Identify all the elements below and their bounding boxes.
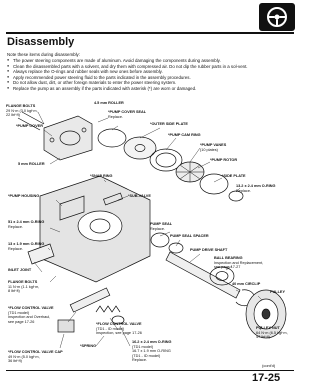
- page-number: 17-25: [252, 372, 281, 384]
- label-pump-cover: *PUMP COVER: [16, 124, 43, 128]
- label-inlet-joint: INLET JOINT: [8, 268, 32, 272]
- label-oring-13-2: 13.2 x 2.4 mm O-RING Replace.: [236, 184, 276, 193]
- label-flow-control-valve-td1: *FLOW CONTROL VALVE (TD1 model) Inspection and Overhaul, see page 17-26: [8, 306, 54, 324]
- label-pump-housing: *PUMP HOUSING: [8, 194, 40, 198]
- label-pump-seal: PUMP SEAL Replace.: [150, 222, 173, 231]
- label-oring-13: 13 x 1.9 mm O-RING Replace.: [8, 242, 45, 251]
- instruction-item: ● Replace the pump as an assembly if the parts indicated with asterisk (*) are worn or damaged.: [7, 86, 293, 92]
- label-pump-vanes: *PUMP VANES (10 plates): [200, 143, 227, 152]
- label-pump-cover-seal: *PUMP COVER SEAL Replace.: [108, 110, 147, 119]
- intro-note: Note these items during disassembly:: [7, 52, 80, 57]
- label-pump-rotor: *PUMP ROTOR: [210, 158, 238, 162]
- label-4-5mm-roller: 4.5 mm ROLLER: [94, 101, 124, 105]
- label-side-plate: *SIDE PLATE: [222, 174, 246, 178]
- label-outer-side-plate: *OUTER SIDE PLATE: [150, 122, 188, 126]
- label-sub-valve: *SUB-VALVE: [128, 194, 151, 198]
- instruction-item: ● Clean the disassembled parts with a solvent, and dry them with compressed air. Do not dip the rubber parts in a sol-vent.: [7, 64, 293, 70]
- footer-rule: [6, 370, 294, 371]
- label-oring-16-2: 16.2 x 2.4 mm O-RING (TD1 model) 16.7 x 1.9 mm O-RING (TD1 - ID model) Replace.: [132, 340, 172, 363]
- instruction-item: ● The power steering components are made of aluminum. Avoid damaging the components during assembly.: [7, 58, 293, 64]
- instruction-item: ● Apply recommended power steering fluid to the parts indicated in the assembly procedures.: [7, 75, 293, 81]
- label-oring-51: 51 x 2.4 mm O-RING Replace.: [8, 220, 45, 229]
- label-40mm-circlip: 40 mm CIRCLIP: [232, 282, 261, 286]
- page-title: Disassembly: [7, 36, 75, 48]
- label-pulley: PULLEY: [270, 290, 285, 294]
- label-flow-control-valve-cap: *FLOW CONTROL VALVE CAP 49 N·m (5.0 kgf·m, 36 lbf·ft): [8, 350, 63, 364]
- continued-note: (cont'd): [262, 363, 276, 368]
- instruction-item: ● Do not allow dust, dirt, or other foreign materials to enter the power steering system.: [7, 80, 293, 86]
- label-flange-bolts-low: FLANGE BOLTS 11 N·m (1.1 kgf·m, 8 lbf·ft): [8, 280, 40, 294]
- label-pump-drive-shaft: PUMP DRIVE SHAFT: [190, 248, 228, 252]
- label-pump-seal-spacer: PUMP SEAL SPACER: [170, 234, 209, 238]
- label-flow-control-valve-td1-id: *FLOW CONTROL VALVE (TD1 - ID model) Inspection, see page 17-26: [96, 322, 142, 336]
- label-pump-cam-ring: *PUMP CAM RING: [168, 133, 201, 137]
- label-5mm-roller: 5 mm ROLLER: [18, 162, 45, 166]
- label-pulley-nut: PULLEY NUT 64 N·m (6.5 kgf·m, 47 lbf·ft): [256, 326, 288, 340]
- label-spring: *SPRING: [80, 344, 97, 348]
- instruction-item: ● Always replace the O-rings and rubber seals with new ones before assembly.: [7, 69, 293, 75]
- label-ball-bearing: BALL BEARING Inspection and Replacement, see page 17-27: [214, 256, 264, 270]
- label-snap-ring: *SNAP RING: [90, 174, 113, 178]
- label-flange-bolts-top: FLANGE BOLTS 29 N·m (3.0 kgf·m, 22 lbf·ft): [6, 104, 38, 118]
